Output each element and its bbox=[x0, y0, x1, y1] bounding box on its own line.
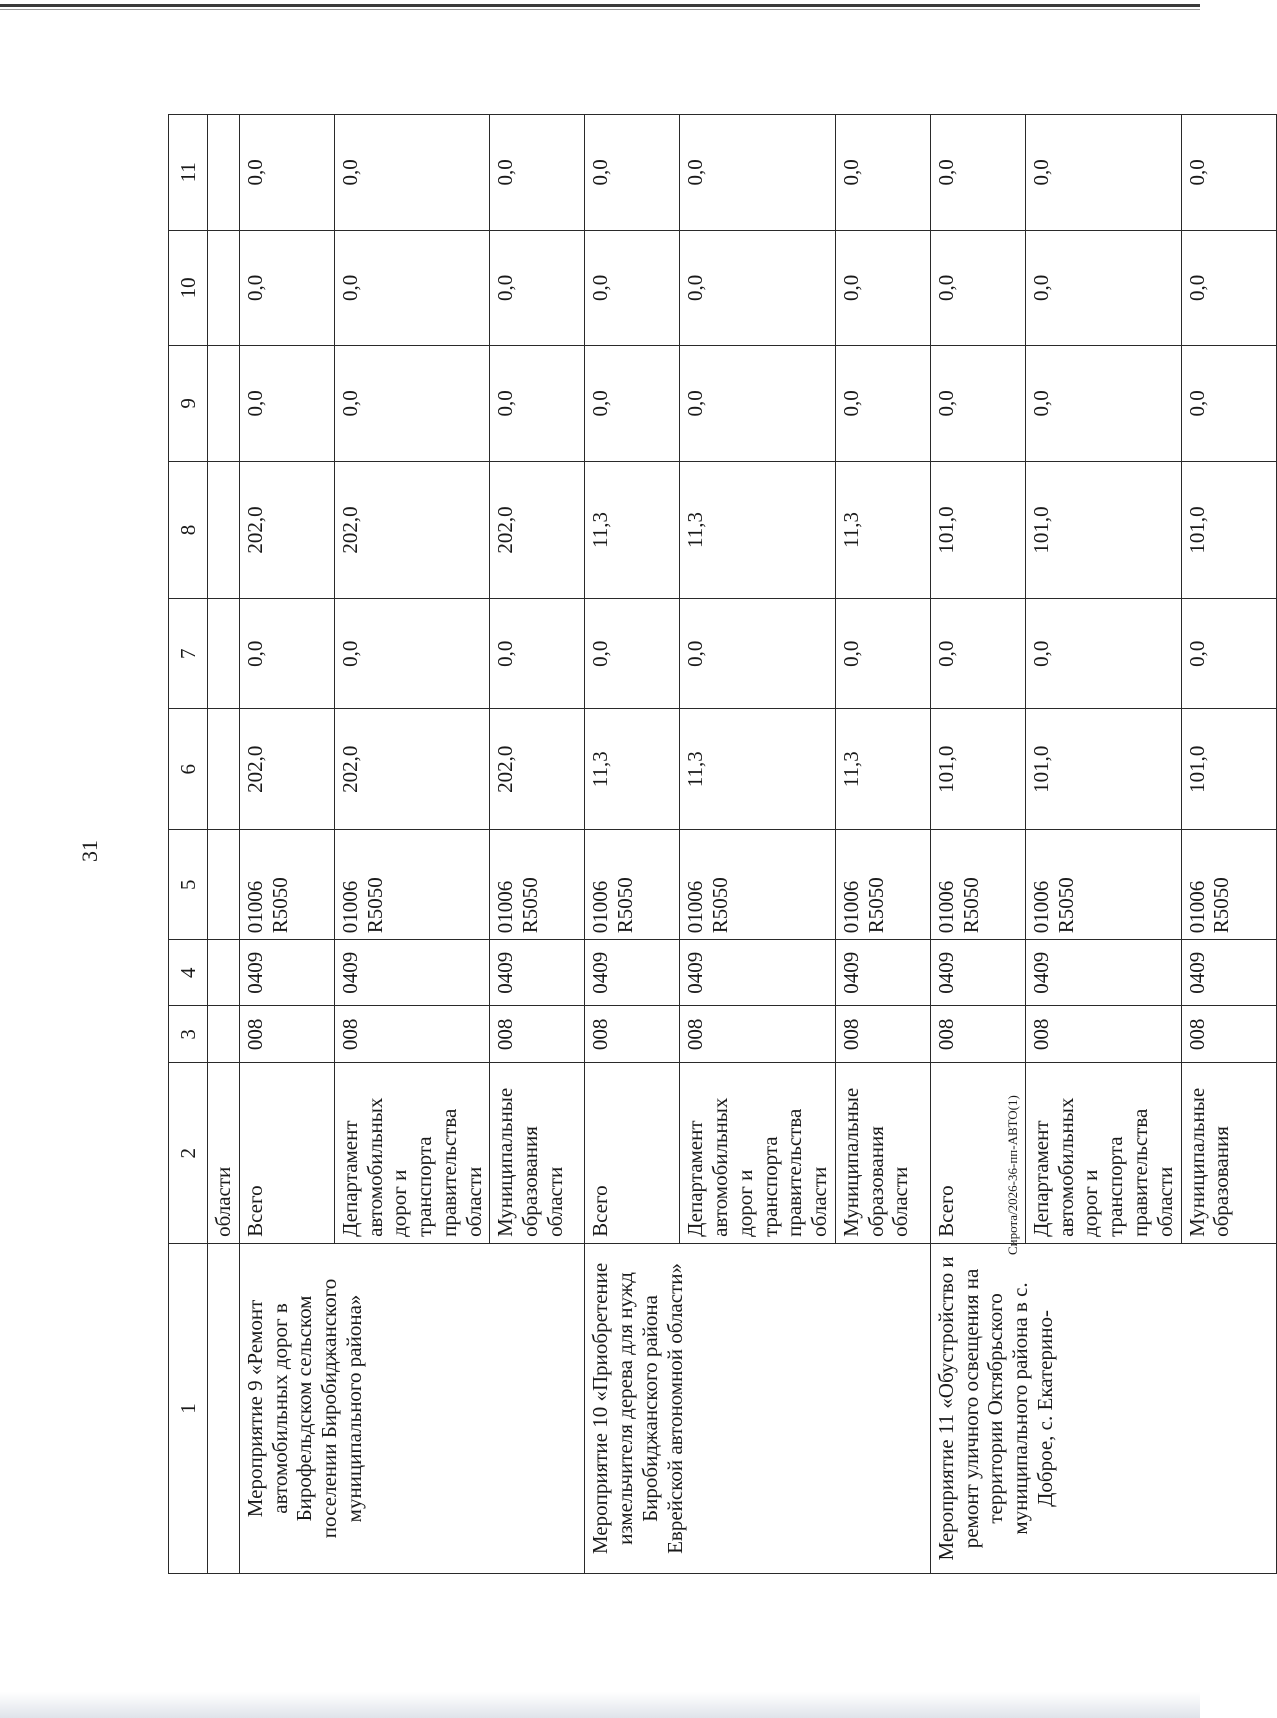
value-cell-c5: 01006 R5050 bbox=[680, 830, 836, 940]
value-cell-c6: 202,0 bbox=[239, 709, 334, 830]
funding-source-cell: Муниципальные образования bbox=[1181, 1063, 1276, 1243]
value-cell-c11: 0,0 bbox=[239, 115, 334, 231]
value-cell-c10: 0,0 bbox=[835, 230, 930, 346]
column-header: 5 bbox=[169, 830, 208, 940]
budget-table bbox=[168, 114, 1277, 1574]
value-cell-c11: 0,0 bbox=[585, 115, 680, 231]
column-header: 11 bbox=[169, 115, 208, 231]
column-header: 8 bbox=[169, 461, 208, 599]
value-cell-c9: 0,0 bbox=[334, 346, 490, 462]
table-row bbox=[585, 115, 680, 1574]
table-row bbox=[930, 115, 1025, 1574]
page-number: 31 bbox=[77, 840, 102, 862]
value-cell-c6: 101,0 bbox=[1181, 709, 1276, 830]
value-cell-c8: 202,0 bbox=[239, 461, 334, 599]
column-header: 3 bbox=[169, 1006, 208, 1063]
value-cell-c3: 008 bbox=[835, 1006, 930, 1063]
value-cell-c4: 0409 bbox=[334, 940, 490, 1006]
value-cell-c7: 0,0 bbox=[835, 599, 930, 709]
value-cell-c3: 008 bbox=[334, 1006, 490, 1063]
value-cell-c7: 0,0 bbox=[1025, 599, 1181, 709]
column-header: 9 bbox=[169, 346, 208, 462]
value-cell-c10: 0,0 bbox=[239, 230, 334, 346]
scan-top-edge-shadow bbox=[0, 9, 1200, 10]
column-number-header-row bbox=[169, 115, 208, 1574]
empty-cell bbox=[208, 940, 240, 1006]
value-cell-c5: 01006 R5050 bbox=[334, 830, 490, 940]
column-header: 7 bbox=[169, 599, 208, 709]
value-cell-c11: 0,0 bbox=[1181, 115, 1276, 231]
measure-cell: Мероприятие 11 «Обустройство и ремонт уличного освещения на территории Октябрьского муниципального района в с. Доброе, с. Екатерино- bbox=[930, 1243, 1276, 1573]
empty-cell bbox=[208, 115, 240, 231]
measure-cell: Мероприятие 10 «Приобретение измельчителя дерева для нужд Биробиджанского района Еврейской автономной области» bbox=[585, 1243, 931, 1573]
value-cell-c10: 0,0 bbox=[680, 230, 836, 346]
value-cell-c5: 01006 R5050 bbox=[490, 830, 585, 940]
value-cell-c8: 202,0 bbox=[334, 461, 490, 599]
column-header: 6 bbox=[169, 709, 208, 830]
value-cell-c5: 01006 R5050 bbox=[835, 830, 930, 940]
column-header: 10 bbox=[169, 230, 208, 346]
value-cell-c11: 0,0 bbox=[680, 115, 836, 231]
value-cell-c4: 0409 bbox=[930, 940, 1025, 1006]
column-header: 2 bbox=[169, 1063, 208, 1243]
empty-cell bbox=[208, 461, 240, 599]
value-cell-c11: 0,0 bbox=[1025, 115, 1181, 231]
value-cell-c10: 0,0 bbox=[585, 230, 680, 346]
rotated-table-frame bbox=[168, 114, 1234, 1574]
empty-cell bbox=[208, 346, 240, 462]
value-cell-c6: 101,0 bbox=[930, 709, 1025, 830]
value-cell-c4: 0409 bbox=[1181, 940, 1276, 1006]
value-cell-c10: 0,0 bbox=[490, 230, 585, 346]
value-cell-c6: 11,3 bbox=[835, 709, 930, 830]
value-cell-c4: 0409 bbox=[680, 940, 836, 1006]
funding-source-cell: Всего bbox=[239, 1063, 334, 1243]
value-cell-c11: 0,0 bbox=[490, 115, 585, 231]
value-cell-c5: 01006 R5050 bbox=[1181, 830, 1276, 940]
value-cell-c11: 0,0 bbox=[334, 115, 490, 231]
value-cell-c8: 101,0 bbox=[1181, 461, 1276, 599]
value-cell-c7: 0,0 bbox=[680, 599, 836, 709]
value-cell-c5: 01006 R5050 bbox=[1025, 830, 1181, 940]
funding-source-cell: Муниципальные образования области bbox=[835, 1063, 930, 1243]
value-cell-c11: 0,0 bbox=[930, 115, 1025, 231]
value-cell-c3: 008 bbox=[1181, 1006, 1276, 1063]
value-cell-c4: 0409 bbox=[239, 940, 334, 1006]
value-cell-c9: 0,0 bbox=[239, 346, 334, 462]
value-cell-c8: 11,3 bbox=[585, 461, 680, 599]
value-cell-c6: 202,0 bbox=[490, 709, 585, 830]
value-cell-c7: 0,0 bbox=[239, 599, 334, 709]
value-cell-c4: 0409 bbox=[490, 940, 585, 1006]
value-cell-c3: 008 bbox=[585, 1006, 680, 1063]
value-cell-c4: 0409 bbox=[835, 940, 930, 1006]
value-cell-c6: 11,3 bbox=[680, 709, 836, 830]
value-cell-c9: 0,0 bbox=[585, 346, 680, 462]
funding-source-cell: Всего bbox=[585, 1063, 680, 1243]
value-cell-c6: 202,0 bbox=[334, 709, 490, 830]
value-cell-c7: 0,0 bbox=[930, 599, 1025, 709]
value-cell-c3: 008 bbox=[1025, 1006, 1181, 1063]
value-cell-c7: 0,0 bbox=[490, 599, 585, 709]
column-header: 1 bbox=[169, 1243, 208, 1573]
value-cell-c8: 202,0 bbox=[490, 461, 585, 599]
funding-source-cell: Департамент автомобильных дорог и транспорта правительства области bbox=[1025, 1063, 1181, 1243]
empty-cell bbox=[208, 230, 240, 346]
value-cell-c3: 008 bbox=[239, 1006, 334, 1063]
value-cell-c6: 101,0 bbox=[1025, 709, 1181, 830]
value-cell-c7: 0,0 bbox=[334, 599, 490, 709]
value-cell-c9: 0,0 bbox=[680, 346, 836, 462]
funding-source-cell: Департамент автомобильных дорог и транспорта правительства области bbox=[334, 1063, 490, 1243]
value-cell-c8: 11,3 bbox=[680, 461, 836, 599]
value-cell-c9: 0,0 bbox=[1181, 346, 1276, 462]
empty-cell bbox=[208, 1006, 240, 1063]
value-cell-c7: 0,0 bbox=[1181, 599, 1276, 709]
value-cell-c6: 11,3 bbox=[585, 709, 680, 830]
funding-source-cell: Департамент автомобильных дорог и транспорта правительства области bbox=[680, 1063, 836, 1243]
value-cell-c9: 0,0 bbox=[835, 346, 930, 462]
continuation-cell: области bbox=[208, 1063, 240, 1243]
table-row bbox=[239, 115, 334, 1574]
value-cell-c8: 101,0 bbox=[1025, 461, 1181, 599]
empty-cell bbox=[208, 830, 240, 940]
value-cell-c8: 101,0 bbox=[930, 461, 1025, 599]
value-cell-c10: 0,0 bbox=[1181, 230, 1276, 346]
value-cell-c9: 0,0 bbox=[1025, 346, 1181, 462]
value-cell-c10: 0,0 bbox=[334, 230, 490, 346]
funding-source-cell: Всего bbox=[930, 1063, 1025, 1243]
value-cell-c8: 11,3 bbox=[835, 461, 930, 599]
empty-cell bbox=[208, 709, 240, 830]
value-cell-c9: 0,0 bbox=[930, 346, 1025, 462]
column-header: 4 bbox=[169, 940, 208, 1006]
value-cell-c5: 01006 R5050 bbox=[930, 830, 1025, 940]
value-cell-c4: 0409 bbox=[1025, 940, 1181, 1006]
continuation-cell-empty bbox=[208, 1243, 240, 1573]
value-cell-c10: 0,0 bbox=[930, 230, 1025, 346]
value-cell-c9: 0,0 bbox=[490, 346, 585, 462]
value-cell-c3: 008 bbox=[930, 1006, 1025, 1063]
funding-source-cell: Муниципальные образования области bbox=[490, 1063, 585, 1243]
continuation-row bbox=[208, 115, 240, 1574]
value-cell-c7: 0,0 bbox=[585, 599, 680, 709]
scan-top-edge bbox=[0, 4, 1200, 7]
value-cell-c10: 0,0 bbox=[1025, 230, 1181, 346]
value-cell-c4: 0409 bbox=[585, 940, 680, 1006]
value-cell-c3: 008 bbox=[490, 1006, 585, 1063]
value-cell-c3: 008 bbox=[680, 1006, 836, 1063]
value-cell-c5: 01006 R5050 bbox=[585, 830, 680, 940]
empty-cell bbox=[208, 599, 240, 709]
footer-document-code: Сирота/2026-36-пп-АВТО(1) bbox=[1005, 1095, 1020, 1255]
value-cell-c5: 01006 R5050 bbox=[239, 830, 334, 940]
measure-cell: Мероприятие 9 «Ремонт автомобильных дорог в Бирофельдском сельском поселении Биробиджанского муниципального района» bbox=[239, 1243, 585, 1573]
value-cell-c11: 0,0 bbox=[835, 115, 930, 231]
scan-bottom-edge bbox=[0, 1692, 1200, 1718]
